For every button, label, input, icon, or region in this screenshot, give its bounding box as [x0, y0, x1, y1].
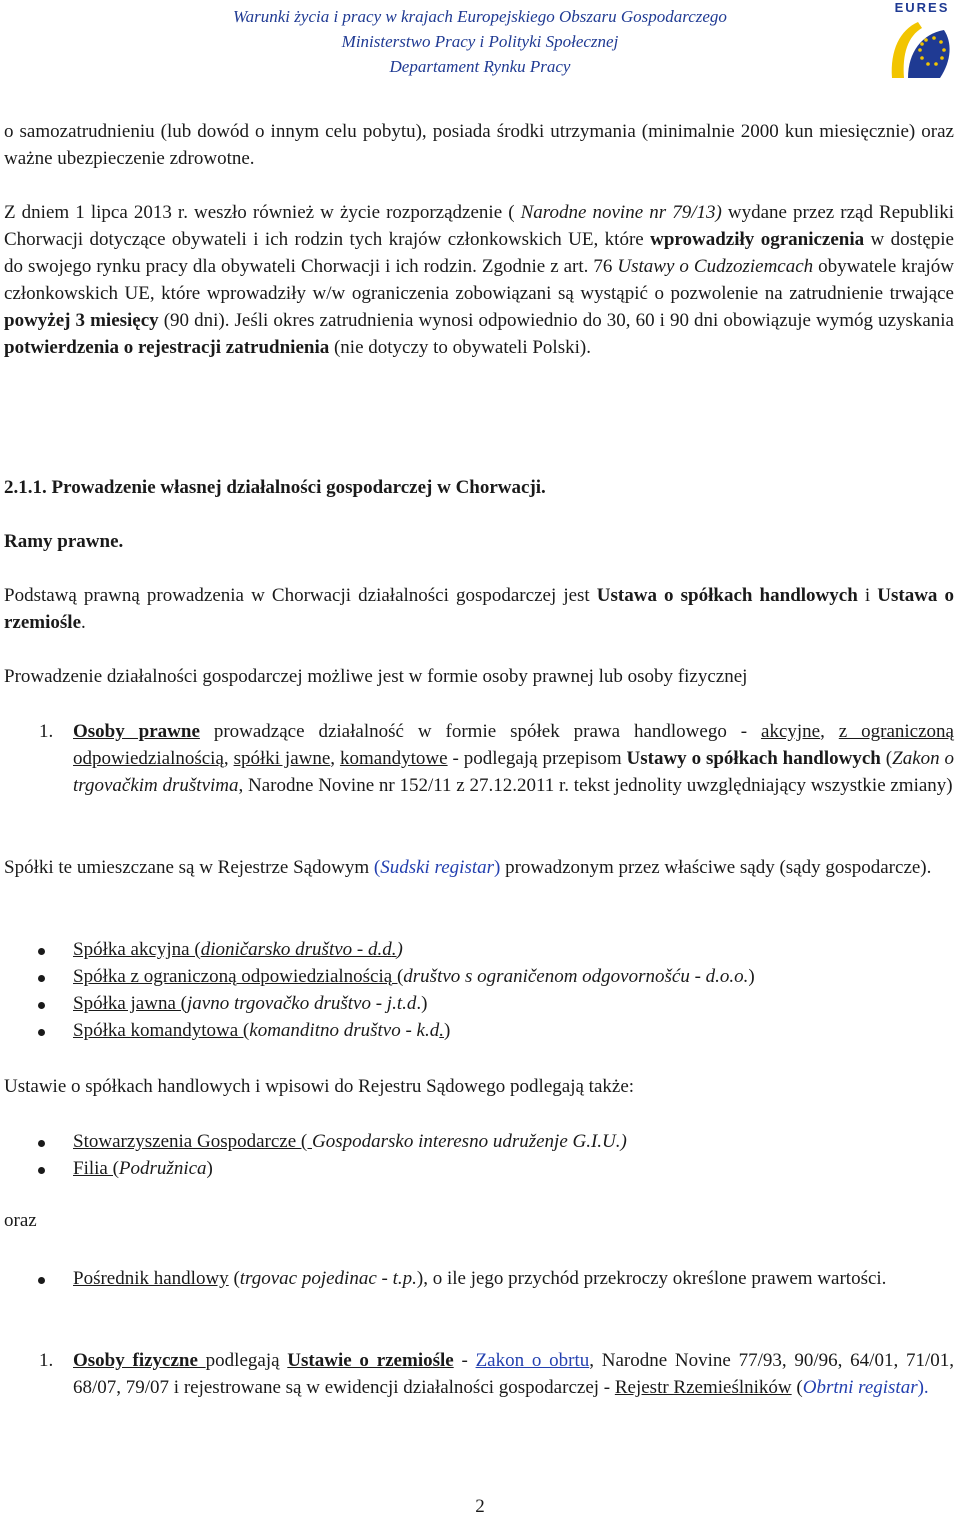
term-link[interactable]: komandytowe	[339, 748, 448, 769]
text: prowadzące działalność w formie spółek prawa handlowego -	[199, 721, 762, 742]
section-heading: 2.1.1. Prowadzenie własnej działalności gospodarczej w Chorwacji.	[4, 477, 546, 498]
list-item[interactable]	[4, 1155, 954, 1182]
text: - podlegają przepisom	[447, 748, 627, 769]
item-label: Spółka akcyjna (	[73, 939, 201, 960]
paragraph-also	[4, 1073, 954, 1100]
list-item	[4, 1347, 954, 1401]
text: .	[391, 939, 397, 960]
law-name: Ustawa o spółkach handlowych	[596, 585, 858, 606]
item-native-name: komanditno društvo - k.d	[249, 1020, 440, 1041]
item-native-name: dioničarsko društvo - d.d	[200, 939, 392, 960]
list-item[interactable]	[4, 1265, 954, 1292]
text: Z dniem 1 lipca 2013 r. weszło również w życie rozporządzenie (	[4, 202, 521, 223]
eures-logo	[878, 0, 960, 82]
law-native-name: Zakon o trgovačkim društvima	[73, 748, 955, 796]
eures-logo-text: EURES	[894, 0, 950, 15]
law-link[interactable]: Zakon o obrtu	[475, 1350, 590, 1371]
text: (	[228, 1268, 240, 1289]
item-label: Spółka jawna (	[73, 993, 187, 1014]
item-native-name: društvo s ograničenom odgovornošću - d.o.o.	[403, 966, 749, 987]
text: ,	[223, 748, 234, 769]
list-item[interactable]	[4, 990, 954, 1017]
text: )	[206, 1158, 213, 1179]
paragraph-register	[4, 854, 954, 881]
text: Spółki te umieszczane są w Rejestrze Sądowym	[4, 857, 374, 878]
text: (	[791, 1377, 803, 1398]
paragraph-text	[4, 582, 954, 636]
term-link[interactable]: spółki jawne	[233, 748, 331, 769]
paragraph-legal-basis	[4, 582, 954, 636]
bullet-icon	[38, 1029, 45, 1036]
text: , Narodne Novine nr 152/11 z 27.12.2011 r. tekst jednolity uwzględniający wszystkie zmiany)	[238, 775, 953, 796]
text: )	[444, 1020, 451, 1041]
register-native-name: Obrtni registar	[802, 1377, 918, 1398]
text: (	[880, 748, 893, 769]
company-types-list	[4, 936, 954, 1044]
text: .	[81, 612, 86, 633]
text: ), o ile jego przychód przekroczy określone prawem wartości.	[416, 1268, 887, 1289]
bullet-list	[4, 1265, 954, 1292]
item-native-name: javno trgovačko društvo - j.t.d	[186, 993, 417, 1014]
term: Osoby prawne	[73, 721, 200, 742]
header-line-3: Departament Rynku Pracy	[389, 57, 571, 76]
page-header	[120, 4, 840, 79]
text: prowadzonym przez właściwe sądy (sądy gospodarcze).	[500, 857, 932, 878]
text: wydane przez rząd Republiki Chorwacji dotyczące obywateli i ich rodzin tych krajów członkowskich UE, które	[4, 202, 954, 250]
page-number: 2	[475, 1496, 485, 1517]
register-name: Sudski registar	[380, 857, 495, 878]
paragraph-text	[4, 854, 954, 881]
text: ,	[820, 721, 839, 742]
text: w dostępie do swojego rynku pracy dla obywateli Chorwacji i ich rodzin. Zgodnie z art. 76	[4, 229, 954, 277]
numbered-item-legal-persons	[4, 718, 954, 799]
emphasis: potwierdzenia o rejestracji zatrudnienia	[4, 337, 330, 358]
text: ,	[330, 748, 340, 769]
also-subject-list	[4, 1128, 954, 1182]
list-item[interactable]	[4, 963, 954, 990]
law-reference: Ustawy o Cudzoziemcach	[617, 256, 814, 277]
term: Osoby fizyczne	[73, 1350, 206, 1371]
bullet-icon	[38, 1002, 45, 1009]
text: obywatele krajów członkowskich UE, które wprowadziły w/w ograniczenia zobowiązani są wystąpić o pozwolenie na zatrudnienie trwające	[4, 256, 955, 304]
list-item[interactable]	[4, 936, 954, 963]
text: .	[439, 1020, 444, 1041]
item-native-name: Podružnica	[118, 1158, 207, 1179]
item-label: Filia (	[73, 1158, 119, 1179]
paragraph-text: Ustawie o spółkach handlowych i wpisowi do Rejestru Sądowego podlegają także:	[4, 1076, 635, 1097]
law-name: Ustawa o rzemiośle	[4, 585, 955, 633]
paragraph-text: o samozatrudnieniu (lub dowód o innym celu pobytu), posiada środki utrzymania (minimalnie 2000 kun miesięcznie) oraz ważne ubezpieczenie zdrowotne.	[4, 121, 954, 169]
item-label: Pośrednik handlowy	[73, 1268, 229, 1289]
text: )	[396, 939, 403, 960]
item-label: Stowarzyszenia Gospodarcze (	[73, 1131, 312, 1152]
header-line-2: Ministerstwo Pracy i Polityki Społecznej	[341, 32, 619, 51]
item-label: Spółka z ograniczoną odpowiedzialnością (	[73, 966, 404, 987]
bullet-icon	[38, 975, 45, 982]
text: podlegają	[205, 1350, 288, 1371]
oraz-label: oraz	[4, 1210, 37, 1231]
law-name: Ustawie o rzemiośle	[287, 1350, 454, 1371]
text: .)	[416, 993, 428, 1014]
text: (	[373, 857, 381, 878]
bullet-list	[4, 1128, 954, 1182]
bullet-icon	[38, 1277, 45, 1284]
text: -	[453, 1350, 476, 1371]
paragraph-regulation	[4, 199, 954, 361]
paragraph-text	[4, 199, 954, 361]
subheading: Ramy prawne.	[4, 531, 124, 552]
item-native-name: trgovac pojedinac - t.p.	[239, 1268, 417, 1289]
list-item[interactable]	[4, 1017, 954, 1044]
item-number: 1.	[39, 1350, 54, 1371]
text: (nie dotyczy to obywateli Polski).	[329, 337, 591, 358]
text: (90 dni). Jeśli okres zatrudnienia wynosi odpowiednio do 30, 60 i 90 dni obowiązuje wymóg uzyskania	[158, 310, 954, 331]
item-native-name: Gospodarsko interesno udruženje G.I.U.)	[311, 1131, 627, 1152]
term-link[interactable]: z ograniczoną odpowiedzialnością	[73, 721, 954, 769]
register-link[interactable]: Rejestr Rzemieślników	[614, 1377, 792, 1398]
bullet-icon	[38, 948, 45, 955]
emphasis: powyżej 3 miesięcy	[4, 310, 159, 331]
law-name: Ustawy o spółkach handlowych	[626, 748, 881, 769]
paragraph-text: Prowadzenie działalności gospodarczej możliwe jest w formie osoby prawnej lub osoby fizycznej	[4, 666, 748, 687]
bullet-icon	[38, 1140, 45, 1147]
term-link[interactable]: akcyjne	[761, 721, 821, 742]
agent-list	[4, 1265, 954, 1292]
text: )	[494, 857, 501, 878]
bullet-icon	[38, 1167, 45, 1174]
header-line-1: Warunki życia i pracy w krajach Europejskiego Obszaru Gospodarczego	[233, 7, 727, 26]
paragraph-forms	[4, 663, 954, 690]
list-item[interactable]	[4, 1128, 954, 1155]
text: , Narodne Novine 77/93, 90/96, 64/01, 71/01, 68/07, 79/07 i rejestrowane są w ewidencji działalności gospodarczej -	[73, 1350, 955, 1398]
item-label: Spółka komandytowa (	[73, 1020, 250, 1041]
bullet-list	[4, 936, 954, 1044]
text: )	[748, 966, 755, 987]
regulation-reference: Narodne novine nr 79/13)	[520, 202, 722, 223]
item-number: 1.	[39, 721, 54, 742]
text: i	[857, 585, 878, 606]
list-item	[4, 718, 954, 799]
paragraph-permit	[4, 118, 954, 172]
text: Podstawą prawną prowadzenia w Chorwacji działalności gospodarczej jest	[4, 585, 597, 606]
numbered-item-natural-persons	[4, 1347, 954, 1401]
emphasis: wprowadziły ograniczenia	[650, 229, 865, 250]
text: ).	[917, 1377, 929, 1398]
